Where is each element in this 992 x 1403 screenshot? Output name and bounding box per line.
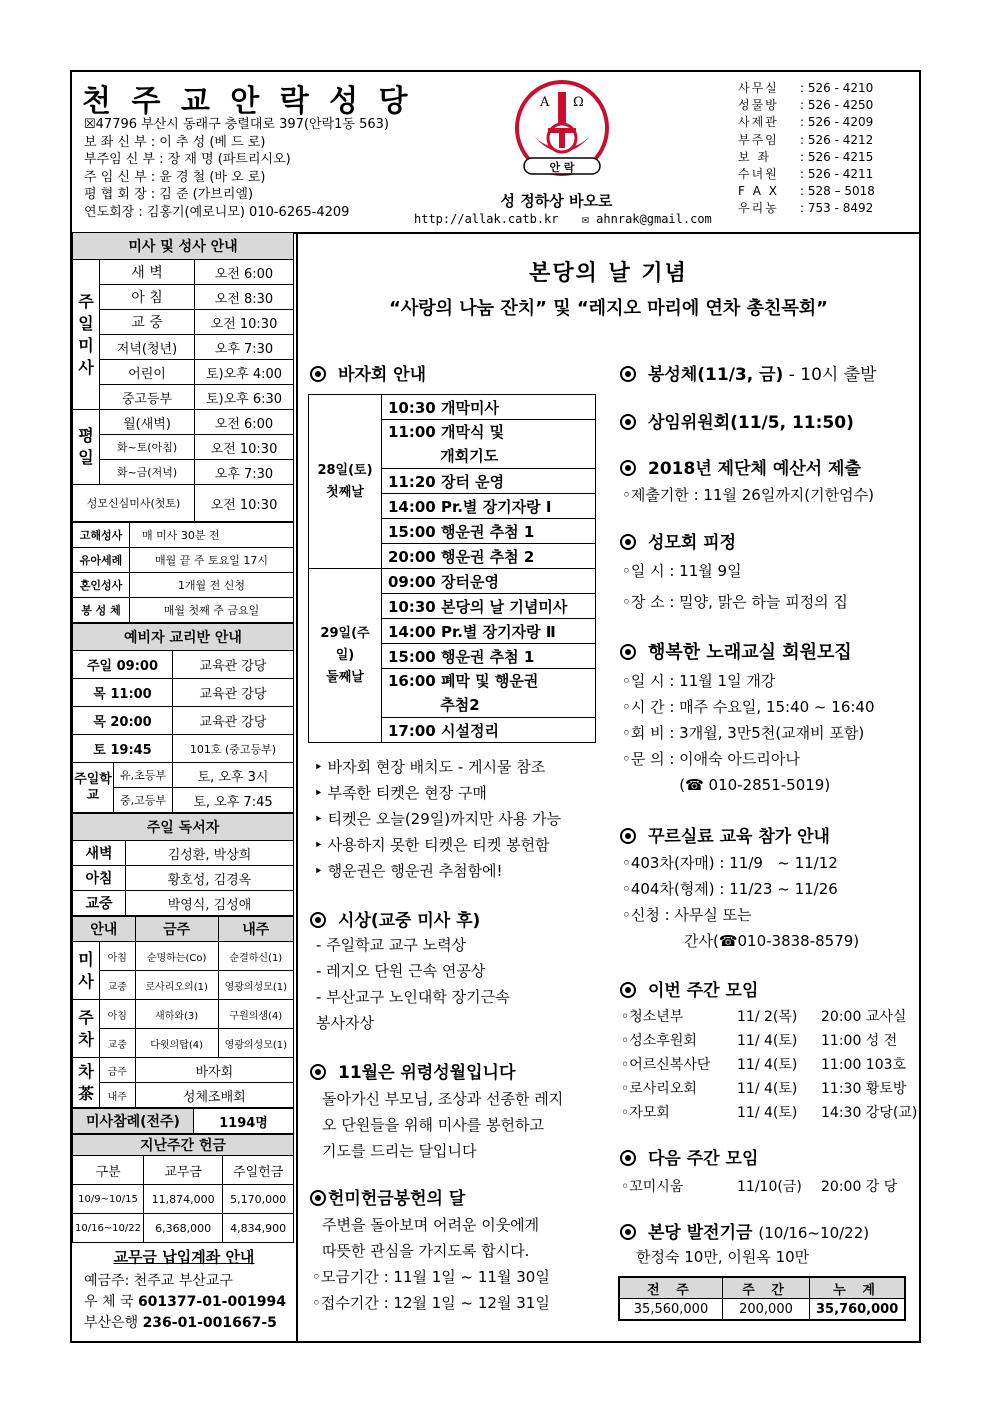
rice-offering-text: [322, 1212, 539, 1264]
catechumen-table: [72, 623, 294, 813]
svg-text:A: A: [540, 95, 550, 110]
guide-this-week: 순명하는(Co): [135, 942, 218, 971]
reader-names: 박영식, 김성애: [126, 891, 294, 916]
meeting-date: 11/ 4(토): [737, 1081, 798, 1097]
bulletin-page: [70, 70, 921, 1343]
meeting-row: [620, 1028, 918, 1052]
offering-dues: 6,368,000: [144, 1214, 223, 1243]
bazaar-schedule: [308, 394, 596, 743]
bullet-icon: [310, 1064, 326, 1080]
meeting-group: ◦성소후원회: [621, 1033, 697, 1049]
development-fund-title-text: 본당 발전기금: [648, 1223, 753, 1243]
phone-label: 수녀원: [738, 167, 779, 182]
class-time: 목 20:00: [73, 707, 173, 735]
communion-note: - 10시 출발: [783, 365, 877, 385]
offering-title: 지난주간 헌금: [73, 1135, 294, 1156]
november-title: [310, 1058, 515, 1083]
class-place: 교육관 강당: [173, 707, 294, 735]
patron-saint: 성 정하상 바오로: [500, 192, 613, 210]
bazaar-note: ‣ 부족한 티켓은 현장 구매: [314, 784, 487, 802]
phone-number: : 528 – 5018: [800, 184, 875, 199]
budget-title-text: 2018년 제단체 예산서 제출: [648, 459, 861, 479]
mass-name: 교 중: [100, 310, 195, 335]
fund-previous: 35,560,000: [619, 1299, 723, 1321]
mass-time: 오후 7:30: [195, 460, 294, 485]
account-bank: 예금주:: [84, 1273, 130, 1289]
mass-schedule-table: [72, 232, 294, 522]
contact-line: 연도회장 : 김홍기(예로니모) 010-6265-4209: [84, 204, 350, 220]
meeting-place: 11:30 황토방: [821, 1081, 907, 1097]
address-line: ☒47796 부산시 동래구 충렬대로 397(안락1동 563): [84, 117, 389, 132]
mass-time: 오후 7:30: [195, 335, 294, 360]
rice-offering-title: [310, 1184, 465, 1209]
sacrament-name: 유아세례: [73, 548, 130, 573]
class-time: 목 11:00: [73, 679, 173, 707]
priest-line: 보 좌 신 부 : 이 추 성 (베 드 로): [84, 134, 266, 150]
cursillo-line: ◦404차(형제) : 11/23 ~ 11/26: [622, 880, 838, 898]
sacrament-value: 매 미사 30분 전: [130, 523, 294, 548]
meeting-place: 11:00 103호: [821, 1057, 907, 1073]
development-fund-period: (10/16~10/22): [758, 1224, 870, 1242]
guide-head: 내주: [218, 917, 293, 942]
bazaar-item: 15:00 행운권 추첨 1: [382, 519, 596, 544]
committee-title-text: 상임위원회(11/5, 11:50): [648, 413, 854, 433]
guide-slot: 교중: [100, 1029, 136, 1058]
offering-sunday: 4,834,900: [223, 1214, 294, 1243]
bazaar-item: 17:00 시설정리: [382, 718, 596, 743]
bullet-icon: [620, 414, 636, 430]
sunday-mass-label-text: 주일미사: [78, 291, 94, 377]
guide-next-week: 영광의성모(1): [218, 1029, 293, 1058]
bazaar-item: 09:00 장터운영: [382, 569, 596, 594]
weekday-mass-label-text: 평일: [78, 426, 94, 467]
november-line: 기도를 드리는 달입니다: [322, 1142, 477, 1160]
phone-row: [738, 80, 875, 97]
meeting-date: 11/ 2(목): [737, 1009, 798, 1025]
fund-weekly: 200,000: [723, 1299, 810, 1321]
communion-title: [620, 360, 877, 385]
bazaar-note: ‣ 티켓은 오늘(29일)까지만 사용 가능: [314, 810, 562, 828]
mass-time: 오전 10:30: [195, 485, 294, 522]
award-item: - 주일학교 교구 노력상: [316, 936, 467, 954]
guide-slot: 금주: [100, 1058, 136, 1083]
meeting-place: 20:00 교사실: [821, 1009, 907, 1025]
november-line: 돌아가신 부모님, 조상과 선종한 레지: [322, 1090, 564, 1108]
award-title: [310, 906, 480, 931]
development-fund-donors: 한정숙 10만, 이원옥 10만: [636, 1248, 810, 1266]
attendance-label: 미사참례(전주): [73, 1109, 194, 1134]
email-link[interactable]: ✉ ahnrak@gmail.com: [581, 212, 712, 226]
account-line: [84, 1271, 296, 1292]
sunday-mass-label: [73, 260, 100, 410]
school-time: 토, 오후 7:45: [173, 788, 294, 813]
guide-head: 금주: [135, 917, 218, 942]
bazaar-notes: [314, 754, 561, 884]
guide-this-week: 다윗의탑(4): [135, 1029, 218, 1058]
phone-number: : 526 - 4210: [800, 81, 874, 95]
sacrament-value: 매월 첫째 주 금요일: [130, 598, 294, 623]
offering-head: 교무금: [144, 1156, 223, 1185]
rice-offering-dates: [312, 1264, 550, 1316]
reader-mass: 아침: [73, 866, 126, 891]
guide-head: 안내: [73, 917, 136, 942]
catechumen-title: 예비자 교리반 안내: [73, 624, 294, 651]
bullet-icon: [620, 534, 636, 550]
attendance-table: [72, 1108, 294, 1134]
phone-label: 보 좌: [738, 149, 771, 164]
bazaar-note: ‣ 행운권은 행운권 추첨함에!: [314, 862, 503, 880]
meeting-date: 11/10(금): [737, 1179, 802, 1195]
offering-sunday: 5,170,000: [223, 1185, 294, 1214]
mass-name: 월(새벽): [100, 410, 195, 435]
budget-title: [620, 454, 861, 479]
mass-name: 성모신심미사(첫토): [73, 485, 195, 522]
bazaar-note: ‣ 사용하지 못한 티켓은 티켓 봉헌함: [314, 836, 550, 854]
retreat-details: [622, 556, 848, 618]
phone-label: 사제관: [738, 115, 779, 130]
mass-name: 새 벽: [100, 260, 195, 285]
reader-names: 황호성, 김경옥: [126, 866, 294, 891]
offering-head: 주일헌금: [223, 1156, 294, 1185]
bazaar-item: 20:00 행운권 추첨 2: [382, 544, 596, 569]
bullet-icon: [620, 1150, 636, 1166]
bulletin-header: [72, 72, 919, 234]
account-value: 천주교 부산교구: [133, 1273, 233, 1289]
bazaar-title-text: 바자회 안내: [338, 365, 427, 385]
november-title-text: 11월은 위령성월입니다: [338, 1063, 516, 1083]
award-item: - 레지오 단원 근속 연공상: [316, 962, 486, 980]
guide-next-week: 구원의샘(4): [218, 1000, 293, 1029]
meeting-row: [620, 1100, 918, 1124]
council-line: 평 협 회 장 : 김 준 (가브리엘): [84, 187, 254, 202]
account-value: 236-01-001667-5: [142, 1315, 277, 1331]
bullet-icon: [620, 828, 636, 844]
bullet-icon: [620, 644, 636, 660]
guide-next-week: 순결하신(1): [218, 942, 293, 971]
account-title-text: 교무금 납입계좌 안내: [113, 1248, 255, 1266]
phone-row: [738, 200, 875, 217]
sacrament-value: 1개월 전 신청: [130, 573, 294, 598]
award-item: - 부산교구 노인대학 장기근속: [316, 988, 510, 1006]
meeting-place: 11:00 성 전: [821, 1033, 898, 1049]
meeting-group: ◦청소년부: [621, 1009, 684, 1025]
bazaar-item: 15:00 행운권 추첨 1: [382, 644, 596, 669]
guide-table: [72, 916, 294, 1108]
retreat-line: ◦장 소 : 밀양, 맑은 하늘 피정의 집: [622, 593, 848, 611]
sacrament-name: 봉 성 체: [73, 598, 130, 623]
readers-table: [72, 813, 294, 916]
award-list: [316, 932, 510, 1036]
phone-row: [738, 97, 875, 114]
award-title-text: 시상(교중 미사 후): [338, 911, 481, 931]
bazaar-item: 10:30 개막미사: [382, 395, 596, 420]
bazaar-item: 16:00 폐막 및 행운권 추첨2: [382, 669, 596, 718]
class-place: 교육관 강당: [173, 651, 294, 679]
singing-class-line: ◦문 의 : 이애숙 아드리아나: [622, 750, 800, 768]
svg-text:Ω: Ω: [573, 95, 584, 110]
priest-line: 주 임 신 부 : 윤 경 철 (바 오 로): [84, 169, 266, 185]
budget-deadline: ◦제출기한 : 11월 26일까지(기한엄수): [622, 486, 874, 504]
mass-name: 어린이: [100, 360, 195, 385]
phone-number: : 526 - 4209: [800, 115, 874, 130]
phone-label: 우리농: [738, 201, 779, 216]
meeting-row: [620, 1004, 918, 1028]
attendance-value: 1194명: [194, 1109, 294, 1134]
sacrament-name: 혼인성사: [73, 573, 130, 598]
church-name: 천 주 교 안 락 성 당: [82, 84, 413, 119]
reader-mass: 교중: [73, 891, 126, 916]
singing-class-line: (☎ 010-2851-5019): [622, 776, 831, 794]
cursillo-details: [622, 850, 859, 954]
bazaar-item: 11:00 개막식 및 개회기도: [382, 420, 596, 469]
singing-class-title-text: 행복한 노래교실 회원모집: [648, 642, 852, 663]
rice-offering-date: ◦접수기간 : 12월 1일 ~ 12월 31일: [312, 1294, 550, 1312]
meeting-row: [620, 1076, 918, 1100]
retreat-title: [620, 528, 736, 553]
account-bank: 부산은행: [84, 1315, 139, 1331]
guide-slot: 교중: [100, 971, 136, 1000]
sunday-school-label: 주일학교: [73, 763, 114, 813]
guide-slot: 아침: [100, 1000, 136, 1029]
meeting-place: 20:00 강 당: [821, 1179, 898, 1195]
left-sidebar: [72, 232, 298, 1343]
main-title: 본당의 날 기념: [529, 261, 688, 286]
mass-time: 오전 6:00: [195, 410, 294, 435]
offering-period: 10/9~10/15: [73, 1185, 144, 1214]
phone-row: [738, 183, 875, 200]
singing-class-line: ◦일 시 : 11월 1일 개강: [622, 672, 776, 690]
sacrament-name: 고해성사: [73, 523, 130, 548]
mass-name: 화~금(저녁): [100, 460, 195, 485]
mass-name: 중고등부: [100, 385, 195, 410]
phone-label: F A X: [738, 184, 779, 199]
development-fund-table: [618, 1276, 906, 1321]
website-link[interactable]: http://allak.catb.kr: [414, 212, 559, 226]
account-bank: 우 체 국: [84, 1294, 134, 1310]
award-item: 봉사자상: [316, 1014, 374, 1032]
bazaar-item: 14:00 Pr.별 장기자랑 Ⅱ: [382, 619, 596, 644]
next-week-title-text: 다음 주간 모임: [648, 1149, 759, 1169]
rice-offering-title-text: 헌미헌금봉헌의 달: [328, 1189, 466, 1209]
school-group: 유,초등부: [114, 763, 173, 788]
committee-title: [620, 408, 854, 433]
rice-offering-line: 주변을 돌아보며 어려운 이웃에게: [322, 1216, 540, 1234]
reader-names: 김성환, 박상희: [126, 841, 294, 866]
bullet-icon: [310, 912, 326, 928]
tea-label: 차茶: [73, 1058, 100, 1108]
meeting-row: [620, 1052, 918, 1076]
meeting-date: 11/ 4(토): [737, 1105, 798, 1121]
this-week-title: [620, 976, 758, 1001]
bazaar-title: [310, 360, 426, 385]
phone-row: [738, 132, 875, 149]
class-place: 교육관 강당: [173, 679, 294, 707]
bullet-icon: [620, 366, 636, 382]
phone-row: [738, 149, 875, 166]
bazaar-item: 10:30 본당의 날 기념미사: [382, 594, 596, 619]
class-time: 토 19:45: [73, 735, 173, 763]
singing-class-line: ◦회 비 : 3개월, 3만5천(교재비 포함): [622, 724, 865, 742]
contact-links: [414, 212, 712, 226]
school-group: 중,고등부: [114, 788, 173, 813]
fund-head: 주 간: [723, 1277, 810, 1299]
meeting-group: ◦어르신복사단: [621, 1057, 711, 1073]
guide-slot: 내주: [100, 1083, 136, 1108]
phone-number: : 526 - 4250: [800, 98, 874, 113]
account-list: [72, 1271, 296, 1334]
cursillo-title-text: 꾸르실료 교육 참가 안내: [648, 827, 830, 847]
guide-parking-label: 주차: [73, 1000, 100, 1058]
next-week-title: [620, 1144, 758, 1169]
bullet-icon: [620, 1224, 636, 1240]
mass-name: 화~토(아침): [100, 435, 195, 460]
cursillo-line: ◦신청 : 사무실 또는: [622, 906, 752, 924]
school-time: 토, 오후 3시: [173, 763, 294, 788]
retreat-line: ◦일 시 : 11월 9일: [622, 562, 742, 580]
mass-name: 아 침: [100, 285, 195, 310]
guide-next-week: 영광의성모(1): [218, 971, 293, 1000]
next-week-meetings: [620, 1174, 898, 1198]
mass-time: 오전 8:30: [195, 285, 294, 310]
guide-this-week: 새하와(3): [135, 1000, 218, 1029]
november-line: 오 단원들을 위해 미사를 봉헌하고: [322, 1116, 544, 1134]
rice-offering-date: ◦모금기간 : 11월 1일 ~ 11월 30일: [312, 1268, 550, 1286]
mass-time: 오전 10:30: [195, 435, 294, 460]
bullet-icon: [620, 460, 636, 476]
offering-table: [72, 1134, 294, 1243]
bazaar-note: ‣ 바자회 현장 배치도 - 게시물 참조: [314, 758, 546, 776]
meeting-row: [620, 1174, 898, 1198]
offering-dues: 11,874,000: [144, 1185, 223, 1214]
communion-title-text: 봉성체(11/3, 금): [648, 365, 784, 385]
meeting-group: ◦자모회: [621, 1105, 670, 1121]
account-value: 601377-01-001994: [137, 1294, 286, 1310]
account-line: [84, 1292, 296, 1313]
cursillo-title: [620, 822, 830, 847]
phone-label: 사무실: [738, 81, 779, 95]
phone-label: 부주임: [738, 132, 779, 147]
bazaar-day: 28일(토) 첫째날: [309, 395, 382, 569]
fund-head: 전 주: [619, 1277, 723, 1299]
bazaar-item: 14:00 Pr.별 장기자랑 Ⅰ: [382, 494, 596, 519]
meeting-group: ◦꼬미시움: [621, 1179, 684, 1195]
main-subtitle: “사랑의 나눔 잔치” 및 “레지오 마리에 연차 총친목회”: [389, 298, 828, 319]
priest-line: 부주임 신 부 : 장 재 명 (파트리시오): [84, 152, 291, 167]
sacrament-value: 매월 끝 주 토요일 17시: [130, 548, 294, 573]
church-info: [84, 116, 389, 221]
guide-slot: 아침: [100, 942, 136, 971]
singing-class-details: [622, 668, 875, 798]
tea-this-week: 바자회: [135, 1058, 293, 1083]
rice-offering-line: 따뜻한 관심을 가지도록 합시다.: [322, 1242, 530, 1260]
fund-total: 35,760,000: [810, 1299, 906, 1321]
account-title: [72, 1246, 296, 1267]
guide-this-week: 로사리오의(1): [135, 971, 218, 1000]
phone-row: [738, 114, 875, 131]
development-fund-title: [620, 1218, 869, 1243]
bazaar-item: 11:20 장터 운영: [382, 469, 596, 494]
bullet-icon: [310, 1190, 326, 1206]
cursillo-line: ◦403차(자매) : 11/9 ~ 11/12: [622, 854, 838, 872]
fund-head: 누 계: [810, 1277, 906, 1299]
phone-number: : 526 - 4215: [800, 149, 874, 164]
retreat-title-text: 성모회 피정: [648, 533, 737, 553]
mass-time: 토)오후 6:30: [195, 385, 294, 410]
singing-class-title: [620, 638, 852, 664]
phone-row: [738, 166, 875, 183]
meeting-place: 14:30 강당(교): [821, 1105, 918, 1121]
bullet-icon: [310, 366, 326, 382]
meeting-date: 11/ 4(토): [737, 1057, 798, 1073]
meeting-group: ◦로사리오회: [621, 1081, 697, 1097]
cursillo-line: 간사(☎010-3838-8579): [622, 932, 860, 950]
bullet-icon: [620, 982, 636, 998]
readers-title: 주일 독서자: [73, 814, 294, 841]
phone-directory: [738, 80, 875, 218]
this-week-meetings: [620, 1004, 918, 1124]
this-week-title-text: 이번 주간 모임: [648, 981, 759, 1001]
reader-mass: 새벽: [73, 841, 126, 866]
offering-head: 구분: [73, 1156, 144, 1185]
mass-name: 저녁(청년): [100, 335, 195, 360]
account-line: [84, 1313, 296, 1334]
singing-class-line: ◦시 간 : 매주 수요일, 15:40 ~ 16:40: [622, 698, 875, 716]
logo-text: 안 락: [549, 161, 575, 174]
mass-schedule-title: 미사 및 성사 안내: [73, 233, 294, 260]
phone-number: : 526 - 4212: [800, 132, 874, 147]
mass-time: 토)오후 4:00: [195, 360, 294, 385]
sacrament-table: [72, 522, 294, 623]
meeting-date: 11/ 4(토): [737, 1033, 798, 1049]
phone-label: 성물방: [738, 98, 779, 113]
guide-mass-label: 미사: [73, 942, 100, 1000]
mass-time: 오전 6:00: [195, 260, 294, 285]
bazaar-day: 29일(주일) 둘째날: [309, 569, 382, 743]
offering-period: 10/16~10/22: [73, 1214, 144, 1243]
phone-number: : 526 - 4211: [800, 167, 874, 182]
mass-time: 오전 10:30: [195, 310, 294, 335]
phone-number: : 753 - 8492: [800, 201, 874, 216]
november-text: [322, 1086, 563, 1164]
class-place: 101호 (중고등부): [173, 735, 294, 763]
class-time: 주일 09:00: [73, 651, 173, 679]
tea-next-week: 성체조배회: [135, 1083, 293, 1108]
weekday-mass-label: [73, 410, 100, 485]
